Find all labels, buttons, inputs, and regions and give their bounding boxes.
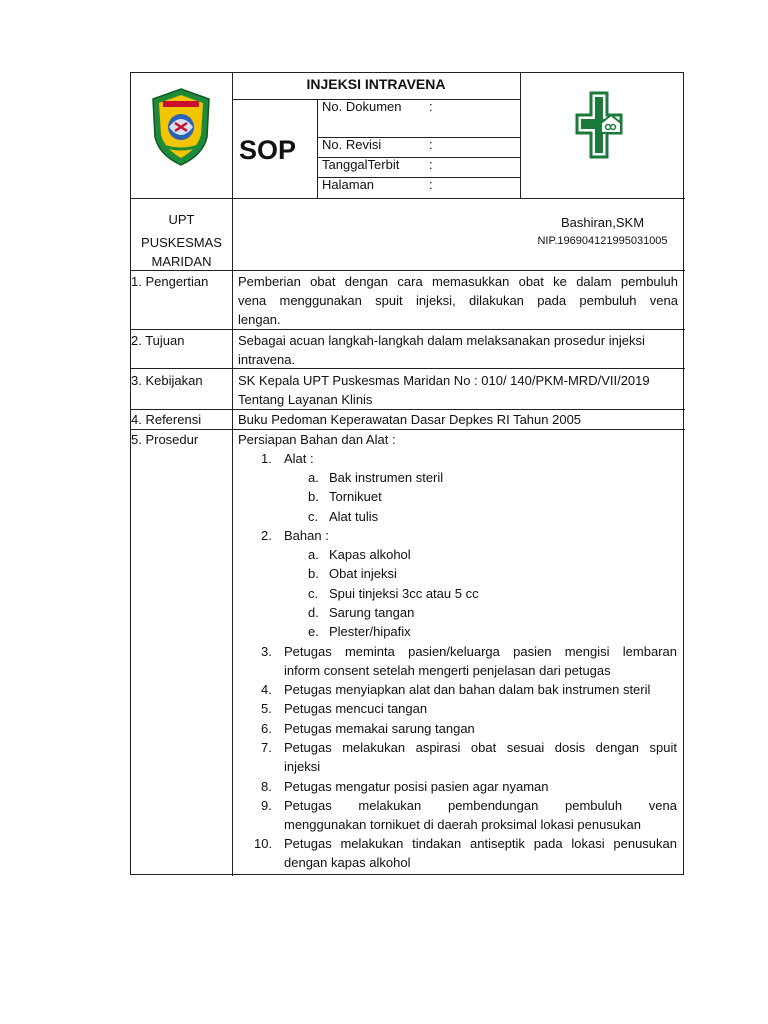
tujuan-divider [131,368,685,369]
referensi-line-1: Buku Pedoman Keperawatan Dasar Depkes RI Tahun 2005 [238,412,582,427]
tujuan-line-2: intravena. [238,352,296,367]
sub-item: Sarung tangan [329,605,415,620]
step-num-7: 7. [261,740,272,755]
org-line-puskesmas: PUSKESMAS [141,235,222,250]
org-line-upt: UPT [168,212,195,227]
tujuan-line-1: Sebagai acuan langkah-langkah dalam melaksanakan prosedur injeksi [238,333,645,348]
field-colon-dokumen: : [429,99,433,114]
sub-item: Obat injeksi [329,566,397,581]
pengertian-line-2: vena menggunakan spuit injeksi, dilakukan pada pembuluh vena [238,293,678,308]
field-label-tanggal-terbit: TanggalTerbit [322,157,400,172]
step-10-line-1: Petugas melakukan tindakan antiseptik pada lokasi penusukan [284,836,677,851]
step-num-6: 6. [261,721,272,736]
sub-item: Plester/hipafix [329,624,411,639]
step-6-line-1: Petugas memakai sarung tangan [284,721,475,736]
step-num-5: 5. [261,701,272,716]
pengertian-line-1: Pemberian obat dengan cara memasukkan obat ke dalam pembuluh [238,274,678,289]
step-num-2: 2. [261,528,272,543]
step-text-1: Alat : [284,451,314,466]
field-colon-revisi: : [429,137,433,152]
sub-letter: d. [308,605,319,620]
section-label-pengertian: 1. Pengertian [131,274,209,289]
puskesmas-cross-logo-icon [571,83,627,167]
step-3-line-1: Petugas meminta pasien/keluarga pasien mengisi lembaran [284,644,677,659]
section-label-referensi: 4. Referensi [131,412,202,427]
sub-item: Kapas alkohol [329,547,411,562]
field-colon-halaman: : [429,177,433,192]
signer-name: Bashiran,SKM [560,215,645,230]
regency-emblem-icon [149,87,213,167]
sop-document [130,72,684,875]
sop-field-divider [317,99,318,198]
sub-item: Bak instrumen steril [329,470,444,485]
sub-letter: e. [308,624,319,639]
step-9-line-2: menggunakan tornikuet di daerah proksimal lokasi penusukan [284,817,641,832]
step-10-line-2: dengan kapas alkohol [284,855,411,870]
header-bottom-divider [131,198,685,199]
kebijakan-line-2: Tentang Layanan Klinis [238,392,373,407]
step-8-line-1: Petugas mengatur posisi pasien agar nyaman [284,779,549,794]
field-label-dokumen: No. Dokumen [322,99,402,114]
step-num-9: 9. [261,798,272,813]
sub-letter: c. [308,586,319,601]
step-text-2: Bahan : [284,528,329,543]
step-num-8: 8. [261,779,272,794]
step-num-10: 10. [254,836,273,851]
step-num-3: 3. [261,644,272,659]
pengertian-line-3: lengan. [238,312,281,327]
section-label-prosedur: 5. Prosedur [131,432,199,447]
prosedur-intro: Persiapan Bahan dan Alat : [238,432,396,447]
step-7-line-2: injeksi [284,759,321,774]
step-7-line-1: Petugas melakukan aspirasi obat sesuai dosis dengan spuit [284,740,677,755]
step-9-line-1: Petugas melakukan pembendungan pembuluh vena [284,798,677,813]
pengertian-divider [131,329,685,330]
section-label-kebijakan: 3. Kebijakan [131,373,203,388]
step-5-line-1: Petugas mencuci tangan [284,701,428,716]
sub-item: Tornikuet [329,489,382,504]
left-column-divider [232,73,233,876]
field-label-halaman: Halaman [322,177,375,192]
document-title: INJEKSI INTRAVENA [306,76,446,92]
sub-letter: a. [308,547,319,562]
sub-letter: a. [308,470,319,485]
step-num-4: 4. [261,682,272,697]
right-column-divider [520,73,521,198]
sub-letter: b. [308,489,319,504]
sub-item: Alat tulis [329,509,379,524]
field-colon-tanggal-terbit: : [429,157,433,172]
signer-nip: NIP.196904121995031005 [537,235,668,247]
sub-letter: c. [308,509,319,524]
sub-letter: b. [308,566,319,581]
section-label-tujuan: 2. Tujuan [131,333,185,348]
sop-label: SOP [239,135,297,165]
step-4-line-1: Petugas menyiapkan alat dan bahan dalam bak instrumen steril [284,682,651,697]
step-num-1: 1. [261,451,272,466]
field-label-revisi: No. Revisi [322,137,382,152]
sub-item: Spui tinjeksi 3cc atau 5 cc [329,586,479,601]
kebijakan-line-1: SK Kepala UPT Puskesmas Maridan No : 010/ 140/PKM-MRD/VII/2019 [238,373,650,388]
org-line-maridan: MARIDAN [151,254,212,269]
step-3-line-2: inform consent setelah mengerti penjelasan dari petugas [284,663,611,678]
